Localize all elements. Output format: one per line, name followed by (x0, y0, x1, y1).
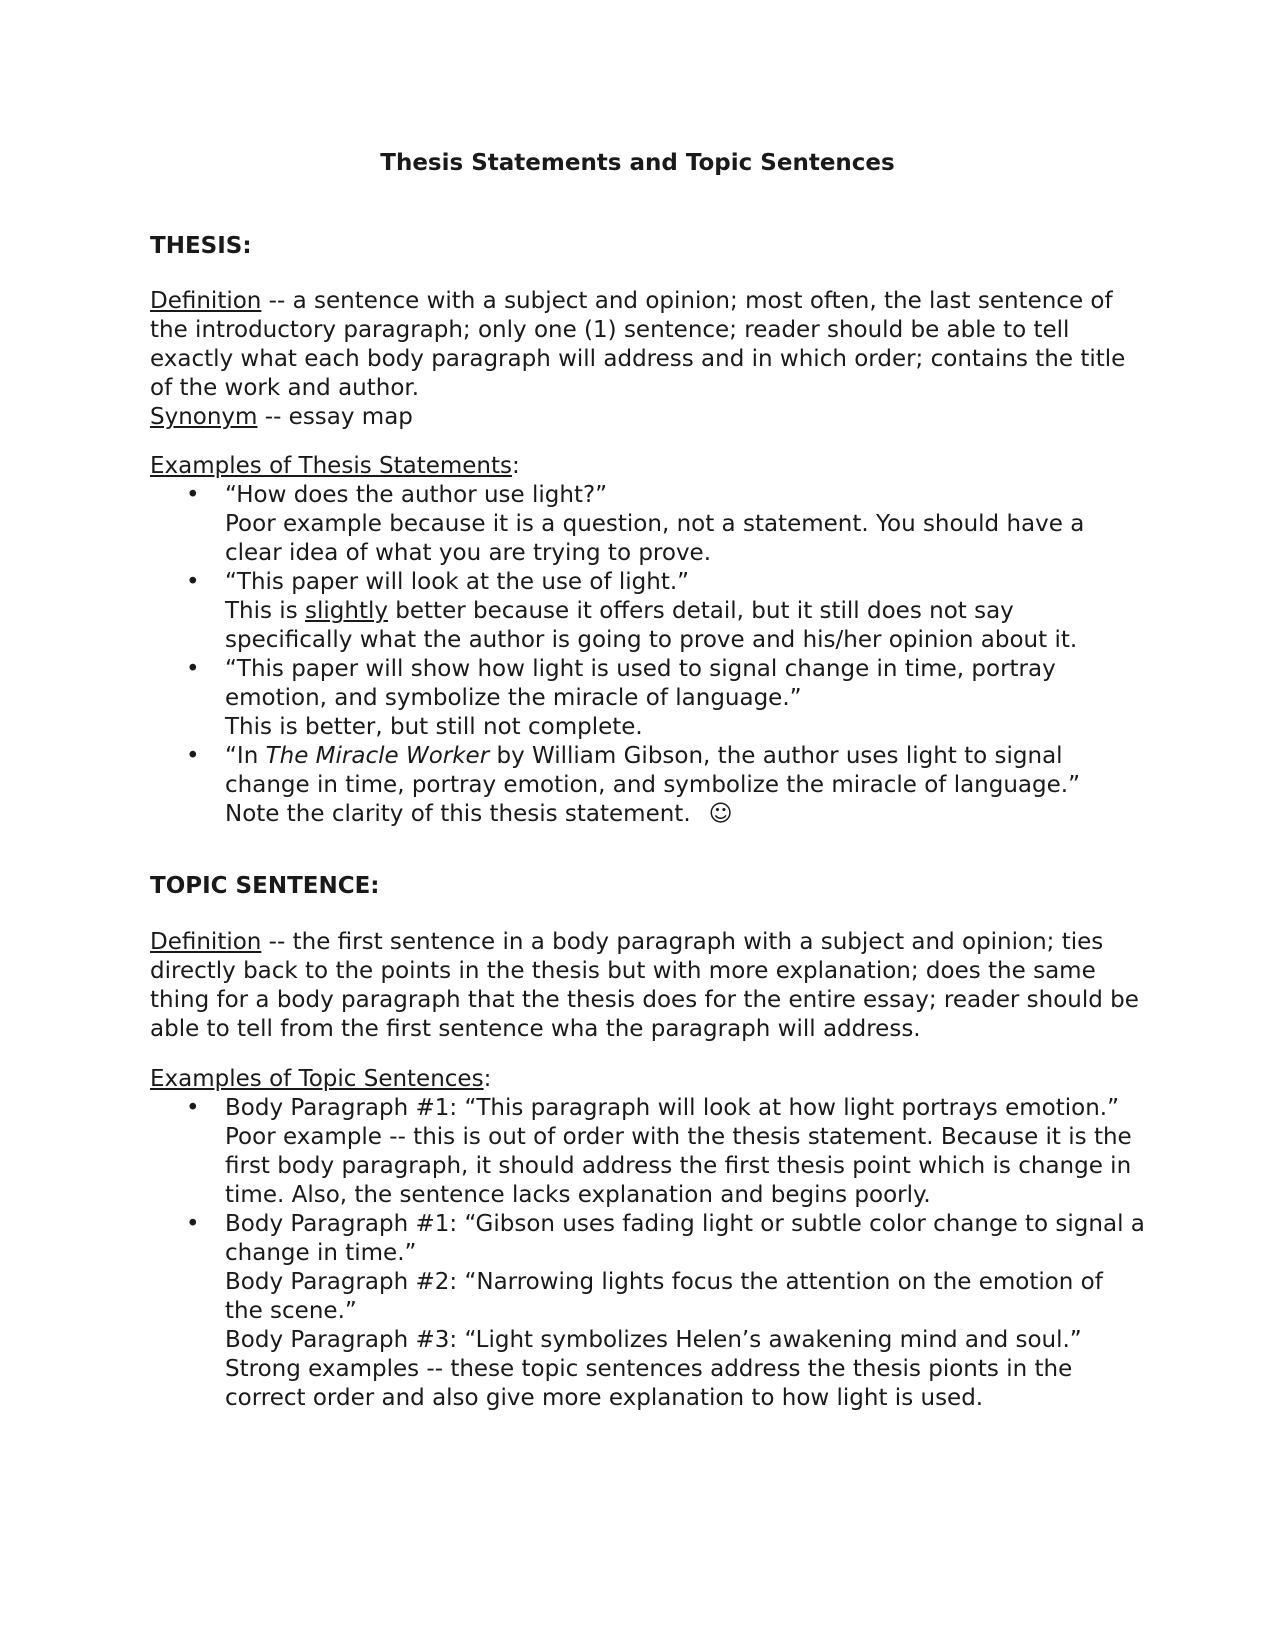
example-line: time. Also, the sentence lacks explanation and begins poorly. (225, 1182, 931, 1208)
list-item (150, 1094, 1130, 1210)
example-line: Poor example -- this is out of order with the thesis statement. Because it is the (225, 1124, 1132, 1150)
example-line (225, 597, 1130, 626)
thesis-definition (150, 287, 1130, 432)
bullet-icon: • (186, 1095, 200, 1121)
list-item (150, 481, 1130, 568)
topic-definition-text: -- the first sentence in a body paragraph with a subject and opinion; ties (261, 929, 1104, 955)
example-line: This is better, but still not complete. (225, 714, 643, 740)
example-line: specifically what the author is going to prove and his/her opinion about it. (225, 627, 1078, 653)
thesis-synonym (150, 403, 1130, 432)
example-text: “In (225, 743, 266, 769)
example-line: Body Paragraph #3: “Light symbolizes Helen’s awakening mind and soul.” (225, 1327, 1082, 1353)
example-line: Poor example because it is a question, not a statement. You should have a (225, 511, 1085, 537)
example-line: “This paper will look at the use of light.” (225, 569, 690, 595)
thesis-definition-label: Definition (150, 288, 262, 314)
bullet-icon: • (186, 569, 200, 595)
example-line: Body Paragraph #1: “This paragraph will look at how light portrays emotion.” (225, 1095, 1120, 1121)
thesis-definition-line-2: the introductory paragraph; only one (1) sentence; reader should be able to tell (150, 317, 1070, 343)
bullet-icon: • (186, 743, 200, 769)
thesis-examples-label-line (150, 452, 1130, 481)
thesis-examples-colon: : (512, 453, 520, 479)
example-text: This is (225, 598, 305, 624)
example-line: emotion, and symbolize the miracle of language.” (225, 685, 802, 711)
thesis-examples (150, 452, 1130, 829)
work-title-italic: The Miracle Worker (265, 743, 490, 769)
example-line (225, 742, 1130, 771)
example-line: clear idea of what you are trying to prove. (225, 540, 712, 566)
example-text: Note the clarity of this thesis statement. (225, 801, 691, 827)
topic-sentence-examples (150, 1065, 1145, 1413)
topic-definition-line-3: thing for a body paragraph that the thesis does for the entire essay; reader should be (150, 987, 1139, 1013)
topic-examples-list (150, 1094, 1145, 1413)
bullet-icon: • (186, 1211, 200, 1237)
smiley-icon: ☺ (708, 801, 733, 827)
list-item (150, 742, 1130, 829)
thesis-definition-line-4: of the work and author. (150, 375, 420, 401)
example-line: the scene.” (225, 1298, 357, 1324)
topic-definition-line-1 (150, 928, 1130, 957)
example-line: Body Paragraph #2: “Narrowing lights focus the attention on the emotion of (225, 1269, 1103, 1295)
bullet-icon: • (186, 482, 200, 508)
topic-sentence-definition (150, 928, 1139, 1044)
example-line: “How does the author use light?” (225, 482, 608, 508)
thesis-examples-label: Examples of Thesis Statements (150, 453, 513, 479)
document-title: Thesis Statements and Topic Sentences (380, 150, 895, 176)
thesis-definition-line-1 (150, 287, 1130, 316)
thesis-synonym-label: Synonym (150, 404, 258, 430)
topic-examples-label: Examples of Topic Sentences (150, 1066, 484, 1092)
example-text: better because it offers detail, but it still does not say (387, 598, 1014, 624)
topic-examples-label-line (150, 1065, 1130, 1094)
bullet-icon: • (186, 656, 200, 682)
example-line (225, 800, 1130, 829)
emphasis-underlined: slightly (305, 598, 388, 624)
example-line: change in time.” (225, 1240, 417, 1266)
thesis-examples-list (150, 481, 1130, 829)
example-line: first body paragraph, it should address the first thesis point which is change in (225, 1153, 1132, 1179)
example-line: “This paper will show how light is used to signal change in time, portray (225, 656, 1056, 682)
topic-sentence-heading: TOPIC SENTENCE: (150, 873, 380, 899)
topic-definition-line-2: directly back to the points in the thesis but with more explanation; does the same (150, 958, 1096, 984)
thesis-definition-line-3: exactly what each body paragraph will address and in which order; contains the title (150, 346, 1126, 372)
list-item (150, 655, 1130, 742)
thesis-heading: THESIS: (150, 233, 252, 259)
example-line: change in time, portray emotion, and symbolize the miracle of language.” (225, 772, 1080, 798)
example-line: Strong examples -- these topic sentences address the thesis pionts in the (225, 1356, 1073, 1382)
list-item (150, 568, 1130, 655)
example-line: correct order and also give more explanation to how light is used. (225, 1385, 984, 1411)
thesis-definition-text: -- a sentence with a subject and opinion; most often, the last sentence of (261, 288, 1113, 314)
thesis-synonym-text: -- essay map (257, 404, 413, 430)
topic-examples-colon: : (483, 1066, 492, 1092)
topic-definition-label: Definition (150, 929, 262, 955)
topic-definition-line-4: able to tell from the first sentence wha the paragraph will address. (150, 1016, 921, 1042)
example-line: Body Paragraph #1: “Gibson uses fading light or subtle color change to signal a (225, 1211, 1145, 1237)
list-item (150, 1210, 1145, 1413)
example-text: by William Gibson, the author uses light to signal (489, 743, 1063, 769)
